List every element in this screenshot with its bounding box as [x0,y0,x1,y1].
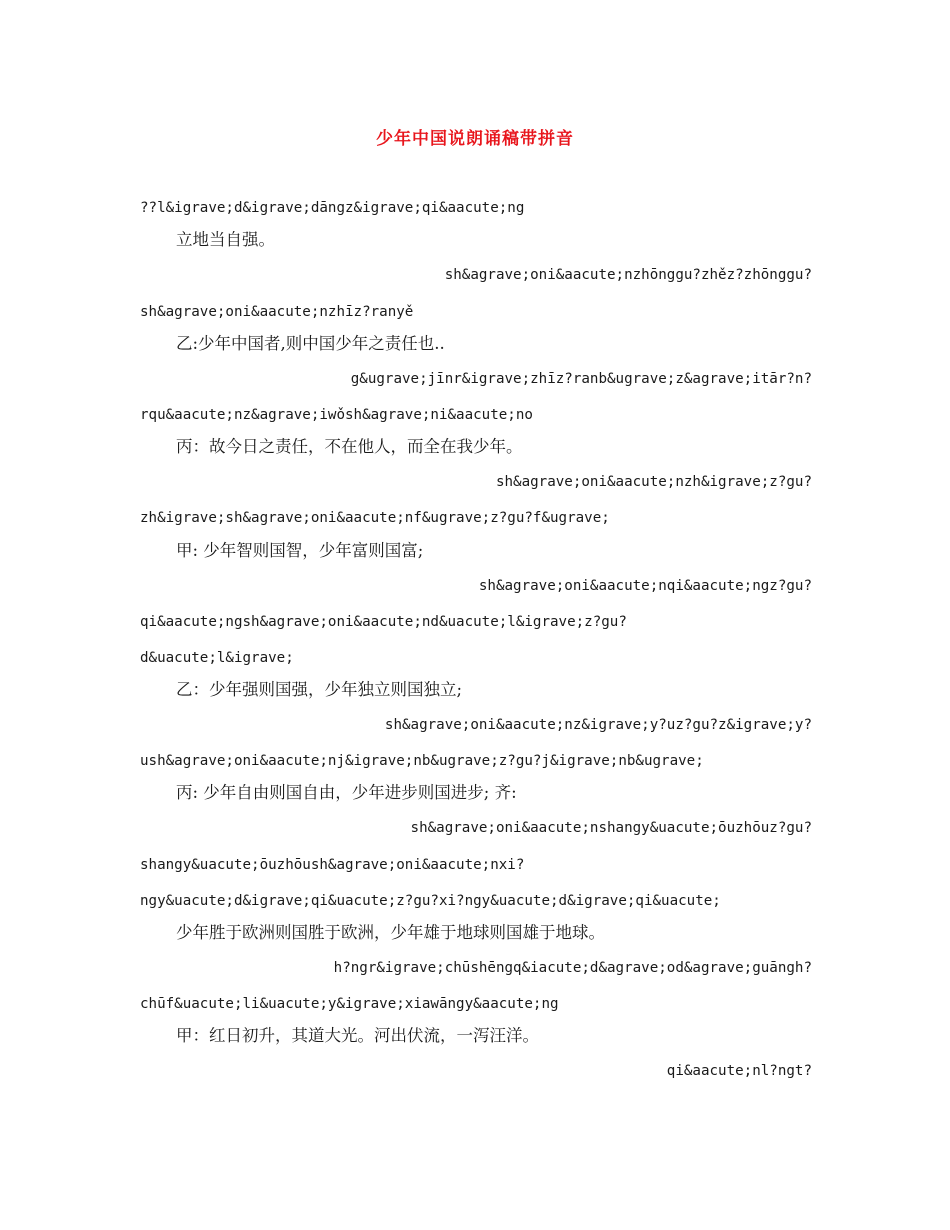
pinyin-line: qi&aacute;nl?ngt? [666,1063,812,1079]
chinese-line: 少年胜于欧洲则国胜于欧洲，少年雄于地球则国雄于地球。 [176,923,605,942]
pinyin-line: sh&agrave;oni&aacute;nshangy&uacute;ōuzhōuz?gu? [410,820,812,836]
chinese-line: 丙: 少年自由则国自由，少年进步则国进步; 齐: [176,783,517,802]
pinyin-line: sh&agrave;oni&aacute;nzhīz?ranyě [140,304,414,320]
pinyin-line: chūf&uacute;li&uacute;y&igrave;xiawāngy&aacute;ng [140,996,559,1012]
document-title: 少年中国说朗诵稿带拼音 [376,129,574,149]
pinyin-line: sh&agrave;oni&aacute;nzhōnggu?zhěz?zhōnggu? [444,267,812,283]
pinyin-line: ngy&uacute;d&igrave;qi&uacute;z?gu?xi?ngy&uacute;d&igrave;qi&uacute; [140,893,721,909]
chinese-line: 甲: 少年智则国智，少年富则国富; [176,541,424,560]
pinyin-line: sh&agrave;oni&aacute;nz&igrave;y?uz?gu?z&igrave;y? [384,717,812,733]
chinese-line: 甲：红日初升，其道大光。河出伏流，一泻汪洋。 [176,1026,539,1045]
pinyin-line: ush&agrave;oni&aacute;nj&igrave;nb&ugrave;z?gu?j&igrave;nb&ugrave; [140,753,704,769]
pinyin-line: h?ngr&igrave;chūshēngq&iacute;d&agrave;od&agrave;guāngh? [333,960,812,976]
pinyin-line: sh&agrave;oni&aacute;nzh&igrave;z?gu? [495,474,812,490]
pinyin-line: zh&igrave;sh&agrave;oni&aacute;nf&ugrave;z?gu?f&ugrave; [140,510,610,526]
chinese-line: 乙：少年强则国强，少年独立则国独立; [176,680,463,699]
pinyin-line: qi&aacute;ngsh&agrave;oni&aacute;nd&uacute;l&igrave;z?gu? [140,614,627,630]
chinese-line: 乙:少年中国者,则中国少年之责任也.. [176,334,445,353]
pinyin-line: sh&agrave;oni&aacute;nqi&aacute;ngz?gu? [478,578,812,594]
pinyin-line: d&uacute;l&igrave; [140,650,294,666]
pinyin-line: ??l&igrave;d&igrave;dāngz&igrave;qi&aacute;ng [140,200,525,216]
pinyin-line: g&ugrave;jīnr&igrave;zhīz?ranb&ugrave;z&agrave;itār?n? [350,371,812,387]
pinyin-line: shangy&uacute;ōuzhōush&agrave;oni&aacute;nxi? [140,857,525,873]
pinyin-line: rqu&aacute;nz&agrave;iwǒsh&agrave;ni&aacute;no [140,407,533,423]
chinese-line: 立地当自强。 [176,230,275,249]
chinese-line: 丙：故今日之责任，不在他人，而全在我少年。 [176,437,523,456]
